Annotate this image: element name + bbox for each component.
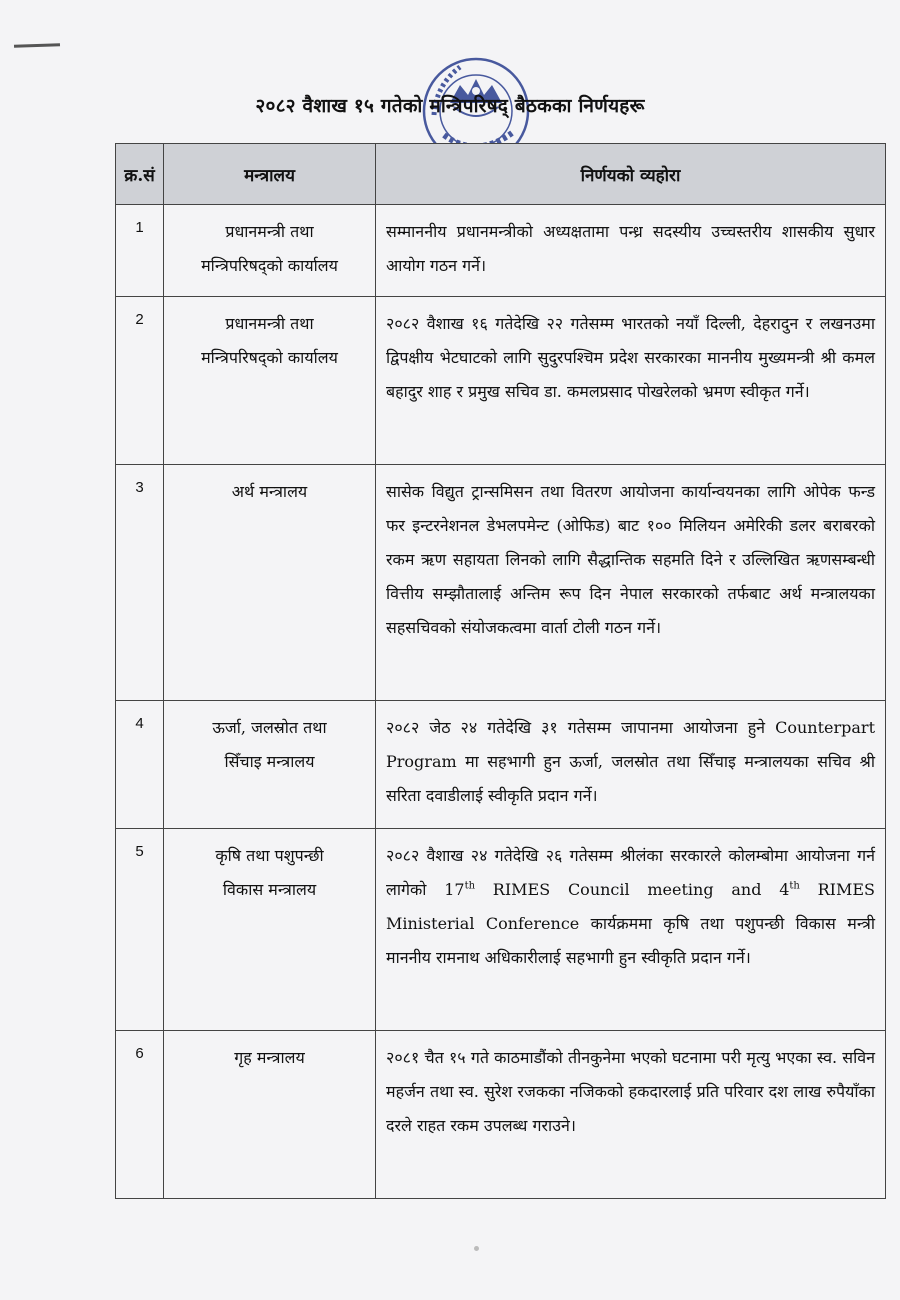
decision-text: RIMES Ministerial Conference कार्यक्रममा कृषि तथा पशुपन्छी विकास मन्त्री माननीय रामनाथ अधिकारीलाई सहभागी हुन स्वीकृति प्रदान गर्ने। [386, 880, 875, 967]
row-serial: 1 [116, 205, 164, 297]
row-ministry [164, 205, 376, 297]
ministry-line: विकास मन्त्रालय [222, 880, 317, 899]
header-serial: क्र.सं [116, 144, 164, 205]
ordinal-suffix: th [789, 880, 800, 892]
decisions-table [115, 143, 886, 1199]
ordinal-suffix: th [464, 880, 476, 892]
row-decision: सम्माननीय प्रधानमन्त्रीको अध्यक्षतामा पन्ध्र सदस्यीय उच्चस्तरीय शासकीय सुधार आयोग गठन गर्ने। [376, 205, 886, 297]
row-ministry [164, 465, 376, 701]
decision-text: RIMES Council meeting and 4 [475, 880, 790, 899]
row-ministry [164, 297, 376, 465]
row-decision: २०८२ जेठ २४ गतेदेखि ३१ गतेसम्म जापानमा आयोजना हुने Counterpart Program मा सहभागी हुन ऊर्जा, जलस्रोत तथा सिँचाइ मन्त्रालयका सचिव श्री सरिता दवाडीलाई स्वीकृति प्रदान गर्ने। [376, 701, 886, 829]
row-decision: २०८२ वैशाख १६ गतेदेखि २२ गतेसम्म भारतको नयाँ दिल्ली, देहरादुन र लखनउमा द्विपक्षीय भेटघाटको लागि सुदुरपश्चिम प्रदेश सरकारका माननीय मुख्यमन्त्री श्री कमल बहादुर शाह र प्रमुख सचिव डा. कमलप्रसाद पोखरेलको भ्रमण स्वीकृत गर्ने। [376, 297, 886, 465]
table-row [116, 829, 886, 1031]
row-decision: २०८१ चैत १५ गते काठमाडौंको तीनकुनेमा भएको घटनामा परी मृत्यु भएका स्व. सविन महर्जन तथा स्व. सुरेश रजकका नजिकको हकदारलाई प्रति परिवार दश लाख रुपैयाँका दरले राहत रकम उपलब्ध गराउने। [376, 1031, 886, 1199]
row-serial: 2 [116, 297, 164, 465]
table-row [116, 1031, 886, 1199]
scan-edge-mark [14, 43, 60, 48]
ministry-line: गृह मन्त्रालय [234, 1048, 305, 1067]
ministry-line: मन्त्रिपरिषद्को कार्यालय [201, 348, 338, 367]
row-ministry [164, 1031, 376, 1199]
row-ministry [164, 829, 376, 1031]
ministry-line: ऊर्जा, जलस्रोत तथा [212, 718, 327, 737]
ministry-line: प्रधानमन्त्री तथा [225, 222, 314, 241]
table-row [116, 297, 886, 465]
row-serial: 6 [116, 1031, 164, 1199]
ministry-line: सिँचाइ मन्त्रालय [224, 752, 315, 771]
row-ministry [164, 701, 376, 829]
ministry-line: प्रधानमन्त्री तथा [225, 314, 314, 333]
header-decision: निर्णयको व्यहोरा [376, 144, 886, 205]
row-serial: 5 [116, 829, 164, 1031]
ministry-line: अर्थ मन्त्रालय [231, 482, 308, 501]
page-title: २०८२ वैशाख १५ गतेको मन्त्रिपरिषद् बैठकका निर्णयहरू [255, 95, 645, 117]
ministry-line: कृषि तथा पशुपन्छी [215, 846, 324, 865]
table-row [116, 205, 886, 297]
table-row [116, 701, 886, 829]
ministry-line: मन्त्रिपरिषद्को कार्यालय [201, 256, 338, 275]
header-ministry: मन्त्रालय [164, 144, 376, 205]
row-decision [376, 829, 886, 1031]
row-decision: सासेक विद्युत ट्रान्समिसन तथा वितरण आयोजना कार्यान्वयनका लागि ओपेक फन्ड फर इन्टरनेशनल डेभलपमेन्ट (ओफिड) बाट १०० मिलियन अमेरिकी डलर बराबरको रकम ऋण सहायता लिनको लागि सैद्धान्तिक सहमति दिने र उल्लिखित ऋणसम्बन्धी वित्तीय सम्झौतालाई अन्तिम रूप दिन नेपाल सरकारको तर्फबाट अर्थ मन्त्रालयका सहसचिवको संयोजकत्वमा वार्ता टोली गठन गर्ने। [376, 465, 886, 701]
scan-speck [474, 1246, 479, 1251]
row-serial: 3 [116, 465, 164, 701]
row-serial: 4 [116, 701, 164, 829]
decision-text: २०८२ वैशाख २४ गतेदेखि २६ गतेसम्म श्रीलंका सरकारले कोलम्बोमा आयोजना गर्न लागेको 17 [386, 846, 875, 899]
table-header-row [116, 144, 886, 205]
table-row [116, 465, 886, 701]
